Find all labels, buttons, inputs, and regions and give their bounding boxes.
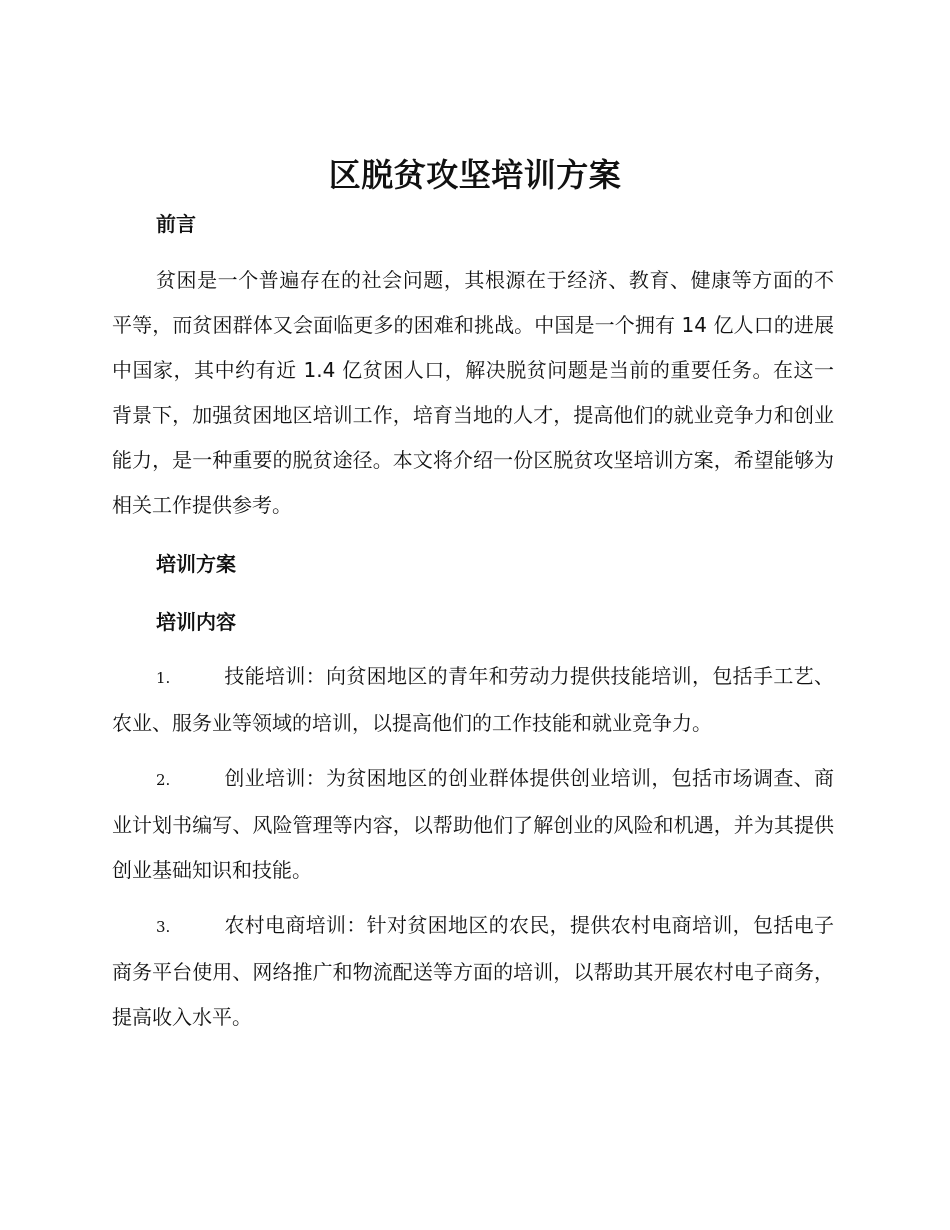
list-item-number: 3. (156, 918, 171, 936)
list-item (112, 756, 834, 893)
list-item-text: 农村电商培训：针对贫困地区的农民，提供农村电商培训，包括电子商务平台使用、网络推广和物流配送等方面的培训，以帮助其开展农村电子商务，提高收入水平。 (112, 913, 834, 1029)
list-item (112, 903, 834, 1040)
plan-heading: 培训方案 (156, 552, 236, 576)
list-item-number: 1. (156, 669, 171, 687)
list-item-text: 技能培训：向贫困地区的青年和劳动力提供技能培训，包括手工艺、农业、服务业等领域的培训，以提高他们的工作技能和就业竞争力。 (112, 664, 834, 735)
list-item (112, 654, 834, 746)
list-item-text: 创业培训：为贫困地区的创业群体提供创业培训，包括市场调查、商业计划书编写、风险管理等内容，以帮助他们了解创业的风险和机遇，并为其提供创业基础知识和技能。 (112, 766, 834, 882)
list-item-number: 2. (156, 771, 171, 789)
document-title: 区脱贫攻坚培训方案 (328, 156, 622, 194)
foreword-heading: 前言 (156, 212, 196, 236)
foreword-paragraph: 贫困是一个普遍存在的社会问题，其根源在于经济、教育、健康等方面的不平等，而贫困群体又会面临更多的困难和挑战。中国是一个拥有 14 亿人口的进展中国家，其中约有近 1.4 亿贫困人口，解决脱贫问题是当前的重要任务。在这一背景下，加强贫困地区培训工作，培育当地的人才，提高他们的就业竞争力和创业能力，是一种重要的脱贫途径。本文将介绍一份区脱贫攻坚培训方案，希望能够为相关工作提供参考。 (112, 268, 834, 517)
content-heading: 培训内容 (156, 610, 236, 634)
